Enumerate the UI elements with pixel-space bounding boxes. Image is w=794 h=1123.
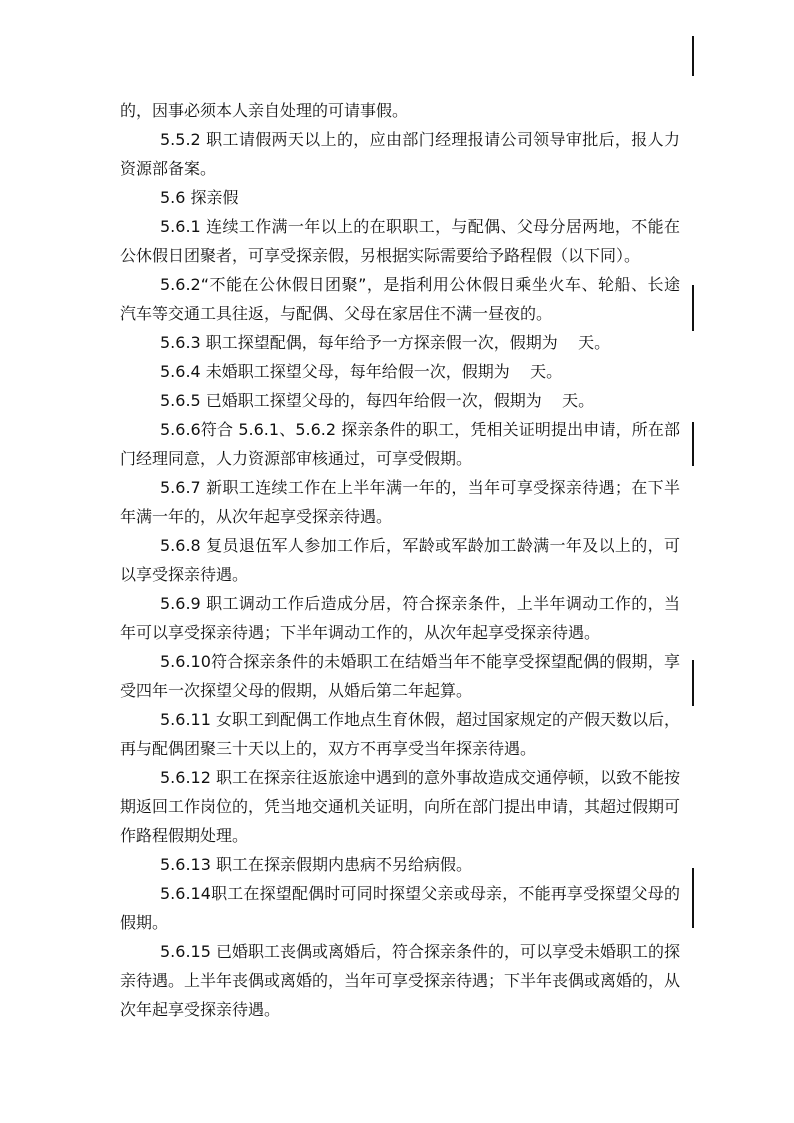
paragraph-5-6-6: 5.6.6符合 5.6.1、5.6.2 探亲条件的职工，凭相关证明提出申请，所在部门经理同意，人力资源部审核通过，可享受假期。 [120, 420, 680, 468]
paragraph-5-6-15: 5.6.15 已婚职工丧偶或离婚后，符合探亲条件的，可以享受未婚职工的探亲待遇。上半年丧偶或离婚的，当年可享受探亲待遇；下半年丧偶或离婚的，从次年起享受探亲待遇。 [120, 942, 681, 1019]
revision-bar-3 [692, 422, 694, 466]
paragraph-5-6-8: 5.6.8 复员退伍军人参加工作后，军龄或军龄加工龄满一年及以上的，可以享受探亲待遇。 [120, 536, 680, 584]
revision-bar-4 [692, 660, 694, 706]
paragraph-5-6-5: 5.6.5 已婚职工探望父母的，每四年给假一次，假期为 天。 [160, 391, 595, 410]
revision-bar-5 [692, 868, 694, 928]
paragraph-5-6-4: 5.6.4 未婚职工探望父母，每年给假一次，假期为 天。 [160, 362, 563, 381]
paragraph-5-6-2: 5.6.2“不能在公休假日团聚”，是指利用公休假日乘坐火车、轮船、长途汽车等交通工具往返，与配偶、父母在家居住不满一昼夜的。 [120, 275, 680, 323]
paragraph-1: 的，因事必须本人亲自处理的可请事假。 [120, 101, 409, 120]
paragraph-5-6-12: 5.6.12 职工在探亲往返旅途中遇到的意外事故造成交通停顿，以致不能按期返回工作岗位的，凭当地交通机关证明，向所在部门提出申请，其超过假期可作路程假期处理。 [120, 768, 681, 845]
paragraph-5-5-2: 5.5.2 职工请假两天以上的，应由部门经理报请公司领导审批后，报人力资源部备案。 [120, 130, 680, 178]
paragraph-5-6-10: 5.6.10符合探亲条件的未婚职工在结婚当年不能享受探望配偶的假期，享受四年一次探望父母的假期，从婚后第二年起算。 [120, 652, 680, 700]
paragraph-5-6-13: 5.6.13 职工在探亲假期内患病不另给病假。 [160, 855, 472, 874]
paragraph-5-6-14: 5.6.14职工在探望配偶时可同时探望父亲或母亲，不能再享受探望父母的假期。 [120, 884, 680, 932]
paragraph-5-6-3: 5.6.3 职工探望配偶，每年给予一方探亲假一次，假期为 天。 [160, 333, 611, 352]
section-heading-5-6: 5.6 探亲假 [160, 188, 239, 207]
revision-bar-2 [692, 285, 694, 331]
paragraph-5-6-9: 5.6.9 职工调动工作后造成分居，符合探亲条件，上半年调动工作的，当年可以享受探亲待遇；下半年调动工作的，从次年起享受探亲待遇。 [120, 594, 680, 642]
paragraph-5-6-7: 5.6.7 新职工连续工作在上半年满一年的，当年可享受探亲待遇；在下半年满一年的，从次年起享受探亲待遇。 [120, 478, 680, 526]
revision-bar-1 [692, 36, 694, 76]
paragraph-5-6-1: 5.6.1 连续工作满一年以上的在职职工，与配偶、父母分居两地，不能在公休假日团聚者，可享受探亲假，另根据实际需要给予路程假（以下同）。 [120, 217, 680, 265]
document-body [120, 96, 680, 1024]
paragraph-5-6-11: 5.6.11 女职工到配偶工作地点生育休假，超过国家规定的产假天数以后，再与配偶团聚三十天以上的，双方不再享受当年探亲待遇。 [120, 710, 680, 758]
